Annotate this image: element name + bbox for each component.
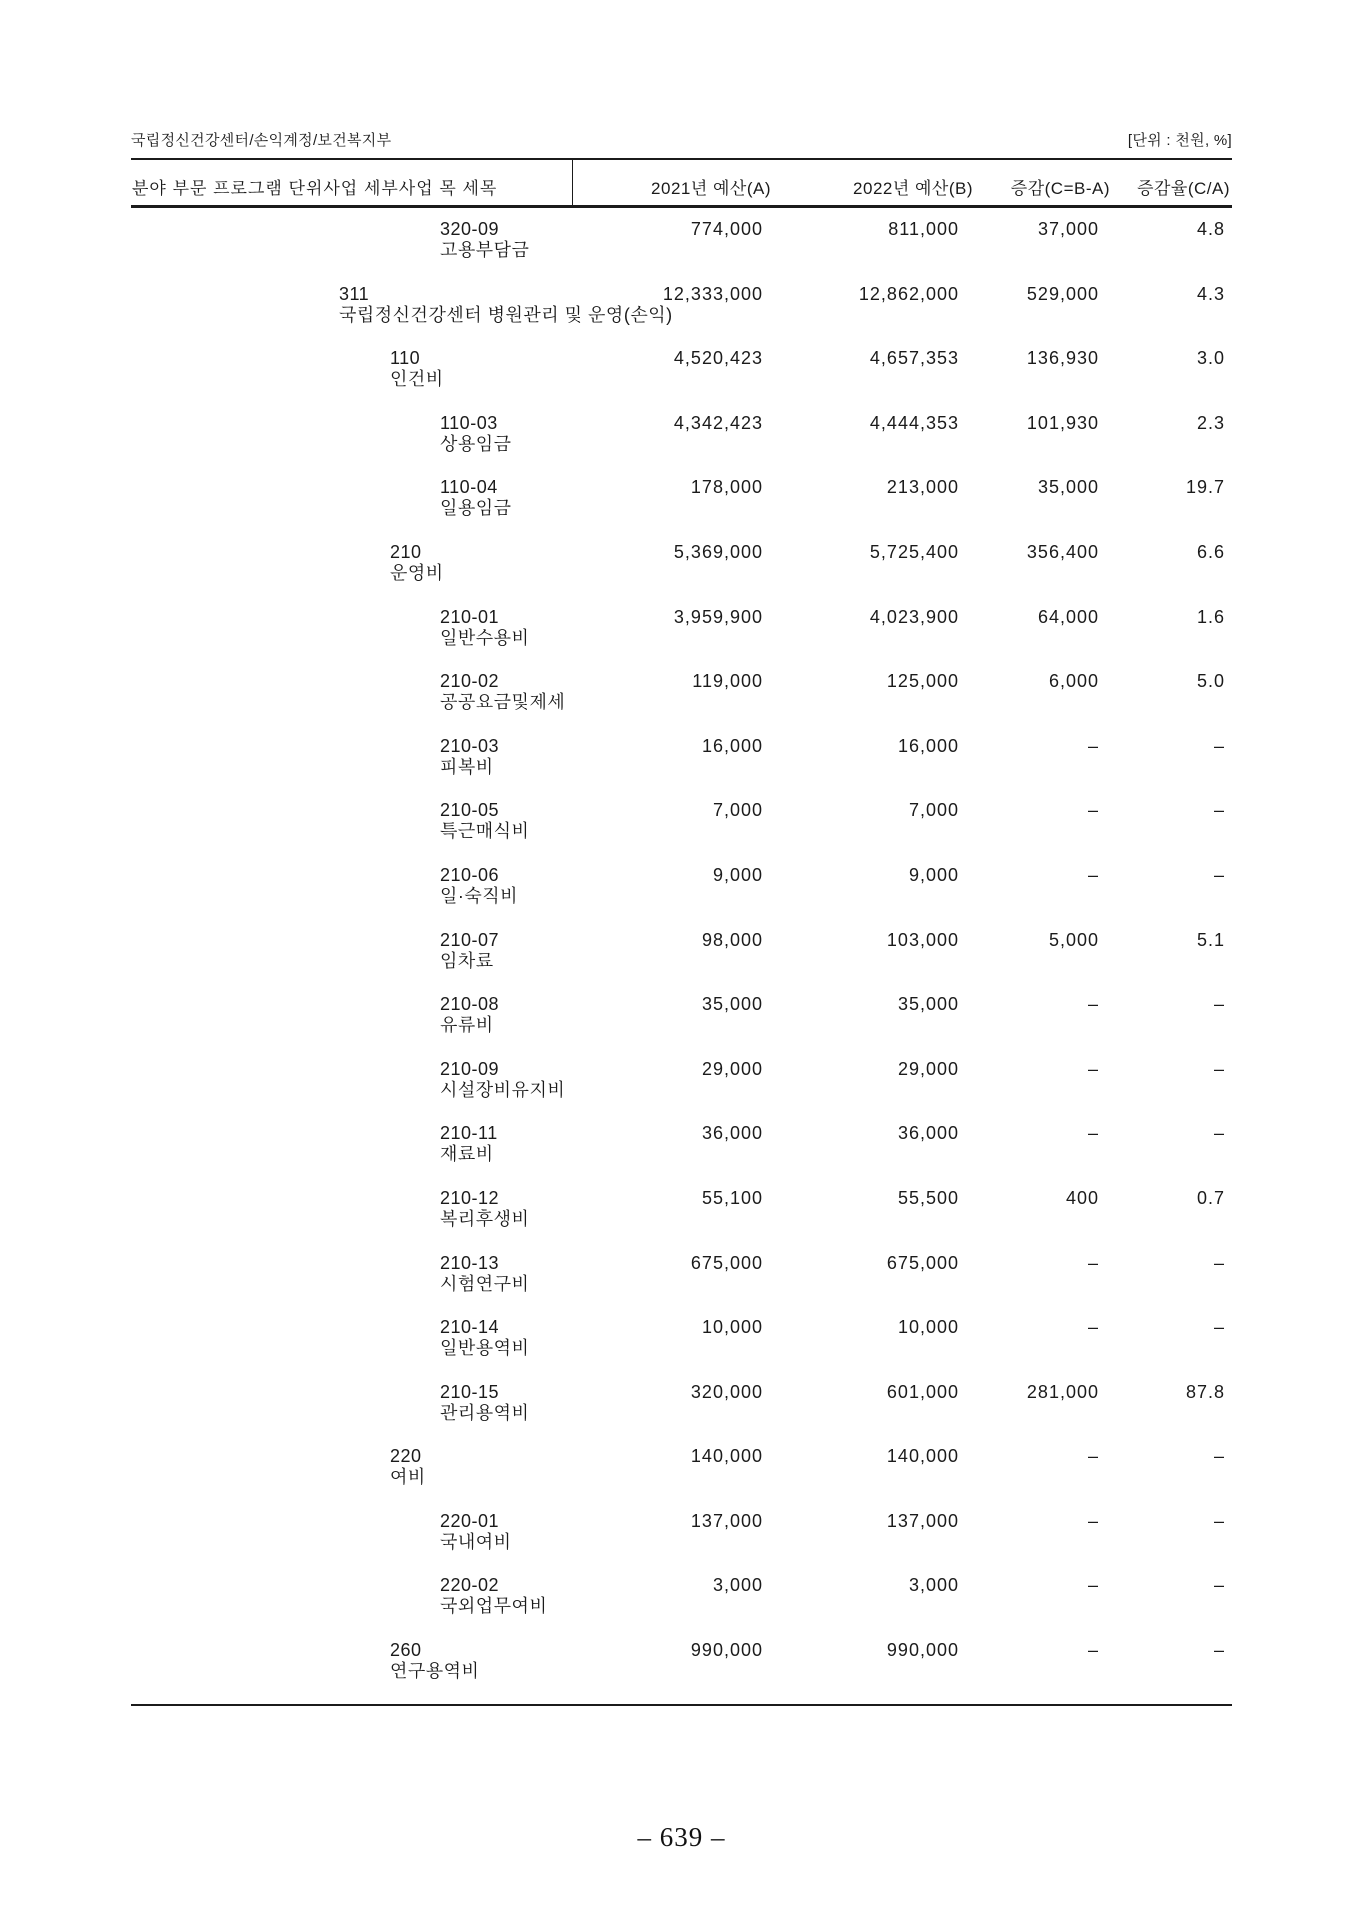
table-row [131,1242,1232,1307]
cell-budget-2021: 774,000 [690,219,763,239]
unit-label: [단위 : 천원, %] [1127,132,1232,149]
cell-budget-2022: 4,657,353 [869,348,959,369]
cell-change: – [1087,1252,1099,1273]
cell-change: – [1087,1446,1099,1467]
row-item-cell [440,800,1232,842]
row-item-label: 상용임금 [440,433,512,454]
cell-change: – [1087,1510,1099,1531]
row-item-label: 고용부담금 [440,240,530,260]
cell-budget-2022: 213,000 [886,477,959,498]
row-item-label: 여비 [390,1467,426,1488]
table-row [131,1306,1232,1371]
cell-budget-2021: 675,000 [690,1252,763,1273]
cell-change: – [1087,1640,1099,1661]
row-item-code: 210-09 [440,1058,500,1079]
cell-budget-2021: 4,520,423 [673,348,763,369]
cell-change-rate: 87.8 [1185,1381,1225,1402]
cell-budget-2022: 990,000 [886,1640,959,1661]
row-item-label: 일용임금 [440,498,512,519]
cell-budget-2021: 29,000 [701,1058,763,1079]
cell-change-rate: 5.0 [1196,671,1225,692]
row-item-code: 110-03 [440,412,498,433]
cell-change-rate: – [1213,864,1225,885]
row-item-code: 210-03 [440,735,500,756]
budget-table [131,158,1232,1706]
cell-budget-2021: 98,000 [701,929,763,950]
row-item-cell [440,219,1232,261]
row-item-label: 복리후생비 [440,1208,530,1229]
cell-change: – [1087,735,1099,756]
cell-budget-2021: 55,100 [701,1187,763,1208]
document-header [131,130,1232,152]
cell-budget-2022: 4,444,353 [869,412,959,433]
cell-change-rate: 2.3 [1196,412,1225,433]
row-item-cell [440,865,1232,907]
row-item-cell [440,930,1232,972]
cell-change: 64,000 [1037,606,1099,627]
cell-change: – [1087,1575,1099,1596]
cell-change-rate: – [1213,1510,1225,1531]
row-item-code: 220 [390,1446,422,1467]
row-item-label: 특근매식비 [440,821,530,842]
cell-budget-2021: 3,000 [712,1575,763,1596]
cell-budget-2021: 3,959,900 [673,606,763,627]
cell-change: 281,000 [1026,1381,1099,1402]
cell-budget-2021: 4,342,423 [673,412,763,433]
cell-budget-2022: 103,000 [886,929,959,950]
cell-change: 35,000 [1037,477,1099,498]
cell-change: 400 [1065,1187,1099,1208]
cell-change: – [1087,994,1099,1015]
row-item-cell [440,671,1232,713]
table-row [131,273,1232,338]
table-row [131,1048,1232,1113]
row-item-cell [440,477,1232,519]
row-item-code: 260 [390,1640,422,1661]
cell-budget-2022: 35,000 [897,994,959,1015]
cell-budget-2021: 178,000 [690,477,763,498]
table-row [131,466,1232,531]
row-item-label: 피복비 [440,756,494,777]
row-item-cell [390,1640,1232,1682]
cell-budget-2022: 29,000 [897,1058,959,1079]
cell-change-rate: – [1213,1252,1225,1273]
cell-budget-2022: 16,000 [897,735,959,756]
cell-change-rate: – [1213,994,1225,1015]
row-item-label: 운영비 [390,562,444,583]
cell-budget-2022: 55,500 [897,1187,959,1208]
col-header-budget-2021: 2021년 예산(A) [651,179,771,198]
cell-change-rate: 0.7 [1196,1187,1225,1208]
cell-change-rate: – [1213,1058,1225,1079]
row-item-label: 국외업무여비 [440,1596,548,1617]
table-row [131,402,1232,467]
cell-budget-2022: 12,862,000 [858,283,959,304]
row-item-code: 320-09 [440,219,500,239]
cell-budget-2022: 7,000 [908,800,959,821]
cell-budget-2021: 119,000 [692,671,763,692]
row-item-code: 210-13 [440,1252,500,1273]
cell-change-rate: 6.6 [1196,541,1225,562]
cell-change-rate: – [1213,1317,1225,1338]
cell-budget-2022: 125,000 [886,671,959,692]
table-row [131,1564,1232,1629]
cell-budget-2021: 140,000 [690,1446,763,1467]
row-item-cell [440,1188,1232,1230]
cell-change: – [1087,1123,1099,1144]
cell-budget-2022: 140,000 [886,1446,959,1467]
table-row [131,337,1232,402]
cell-budget-2021: 9,000 [712,864,763,885]
row-item-cell [440,1123,1232,1165]
row-item-code: 210-01 [440,606,500,627]
cell-change-rate: – [1213,1640,1225,1661]
row-item-label: 일반수용비 [440,627,530,648]
row-item-label: 국내여비 [440,1531,512,1552]
table-row [131,1112,1232,1177]
cell-change-rate: 4.3 [1196,283,1225,304]
cell-change: 37,000 [1037,219,1099,239]
table-row [131,1500,1232,1565]
row-item-cell [440,1382,1232,1424]
row-item-code: 210-12 [440,1187,500,1208]
row-item-cell [440,413,1232,455]
row-item-code: 210-11 [440,1123,498,1144]
table-row [131,1371,1232,1436]
cell-change-rate: 4.8 [1196,219,1225,239]
cell-budget-2022: 36,000 [897,1123,959,1144]
row-item-label: 공공요금및제세 [440,692,566,713]
table-row [131,1629,1232,1694]
row-item-label: 연구용역비 [390,1661,480,1682]
cell-change: – [1087,800,1099,821]
cell-budget-2022: 137,000 [886,1510,959,1531]
cell-change: 6,000 [1048,671,1099,692]
row-item-cell [440,607,1232,649]
cell-change: 136,930 [1026,348,1099,369]
row-item-code: 311 [339,283,370,304]
cell-change-rate: 5.1 [1196,929,1225,950]
cell-change-rate: – [1213,1446,1225,1467]
row-item-code: 210-02 [440,671,500,692]
row-item-cell [390,542,1232,584]
cell-budget-2022: 10,000 [897,1317,959,1338]
cell-change-rate: – [1213,800,1225,821]
cell-change: – [1087,864,1099,885]
cell-change-rate: – [1213,1575,1225,1596]
row-item-code: 210-15 [440,1381,500,1402]
table-row [131,660,1232,725]
row-item-code: 210-06 [440,864,500,885]
table-row [131,1435,1232,1500]
row-item-label: 관리용역비 [440,1402,530,1423]
cell-budget-2022: 675,000 [886,1252,959,1273]
row-item-cell [440,736,1232,778]
col-header-budget-2022: 2022년 예산(B) [853,179,973,198]
table-row [131,531,1232,596]
cell-budget-2021: 10,000 [701,1317,763,1338]
row-item-code: 110-04 [440,477,498,498]
cell-change-rate: 19.7 [1185,477,1225,498]
cell-change-rate: 1.6 [1196,606,1225,627]
row-item-cell [440,994,1232,1036]
cell-change: – [1087,1058,1099,1079]
table-row [131,854,1232,919]
cell-budget-2022: 811,000 [888,219,959,239]
row-item-cell [440,1511,1232,1553]
cell-budget-2021: 16,000 [701,735,763,756]
row-item-label: 국립정신건강센터 병원관리 및 운영(손익) [339,304,673,325]
cell-budget-2021: 35,000 [701,994,763,1015]
doc-title: 국립정신건강센터/손익계정/보건복지부 [131,132,392,149]
cell-change-rate: 3.0 [1196,348,1225,369]
table-row [131,1177,1232,1242]
cell-change: 529,000 [1026,283,1099,304]
cell-change-rate: – [1213,735,1225,756]
row-item-code: 210-07 [440,929,500,950]
cell-budget-2021: 7,000 [712,800,763,821]
table-row [131,208,1232,273]
cell-change: 356,400 [1026,541,1099,562]
table-row [131,596,1232,661]
cell-budget-2022: 601,000 [886,1381,959,1402]
cell-budget-2022: 4,023,900 [869,606,959,627]
row-item-label: 시험연구비 [440,1273,530,1294]
col-header-change-rate: 증감율(C/A) [1137,179,1230,198]
row-item-label: 재료비 [440,1144,494,1165]
table-row [131,789,1232,854]
table-row [131,725,1232,790]
row-item-cell [390,348,1232,390]
cell-budget-2022: 9,000 [908,864,959,885]
row-item-code: 210-08 [440,994,500,1015]
cell-budget-2021: 137,000 [690,1510,763,1531]
cell-budget-2021: 5,369,000 [673,541,763,562]
cell-budget-2021: 12,333,000 [662,283,763,304]
col-header-category: 분야 부문 프로그램 단위사업 세부사업 목 세목 [132,179,498,198]
row-item-code: 220-01 [440,1510,500,1531]
table-body [131,208,1232,1706]
row-item-label: 유류비 [440,1015,494,1036]
cell-change: 5,000 [1048,929,1099,950]
row-item-cell [440,1059,1232,1101]
row-item-cell [440,1253,1232,1295]
row-item-label: 일반용역비 [440,1338,530,1359]
table-row [131,919,1232,984]
table-header-row [131,158,1232,208]
cell-budget-2021: 320,000 [690,1381,763,1402]
header-column-divider [572,160,573,205]
page-number: – 639 – [637,1822,726,1852]
row-item-code: 110 [390,348,421,369]
cell-budget-2022: 5,725,400 [869,541,959,562]
row-item-code: 210-05 [440,800,500,821]
cell-change: 101,930 [1026,412,1099,433]
row-item-cell [390,1446,1232,1488]
row-item-label: 일·숙직비 [440,885,519,906]
row-item-code: 220-02 [440,1575,500,1596]
cell-budget-2022: 3,000 [908,1575,959,1596]
row-item-code: 210-14 [440,1317,500,1338]
cell-budget-2021: 990,000 [690,1640,763,1661]
col-header-change: 증감(C=B-A) [1010,179,1110,198]
row-item-cell [440,1317,1232,1359]
row-item-label: 인건비 [390,369,444,390]
cell-budget-2021: 36,000 [701,1123,763,1144]
row-item-label: 임차료 [440,950,494,971]
row-item-cell [440,1575,1232,1617]
table-row [131,983,1232,1048]
cell-change-rate: – [1213,1123,1225,1144]
row-item-label: 시설장비유지비 [440,1079,566,1100]
cell-change: – [1087,1317,1099,1338]
row-item-code: 210 [390,541,422,562]
